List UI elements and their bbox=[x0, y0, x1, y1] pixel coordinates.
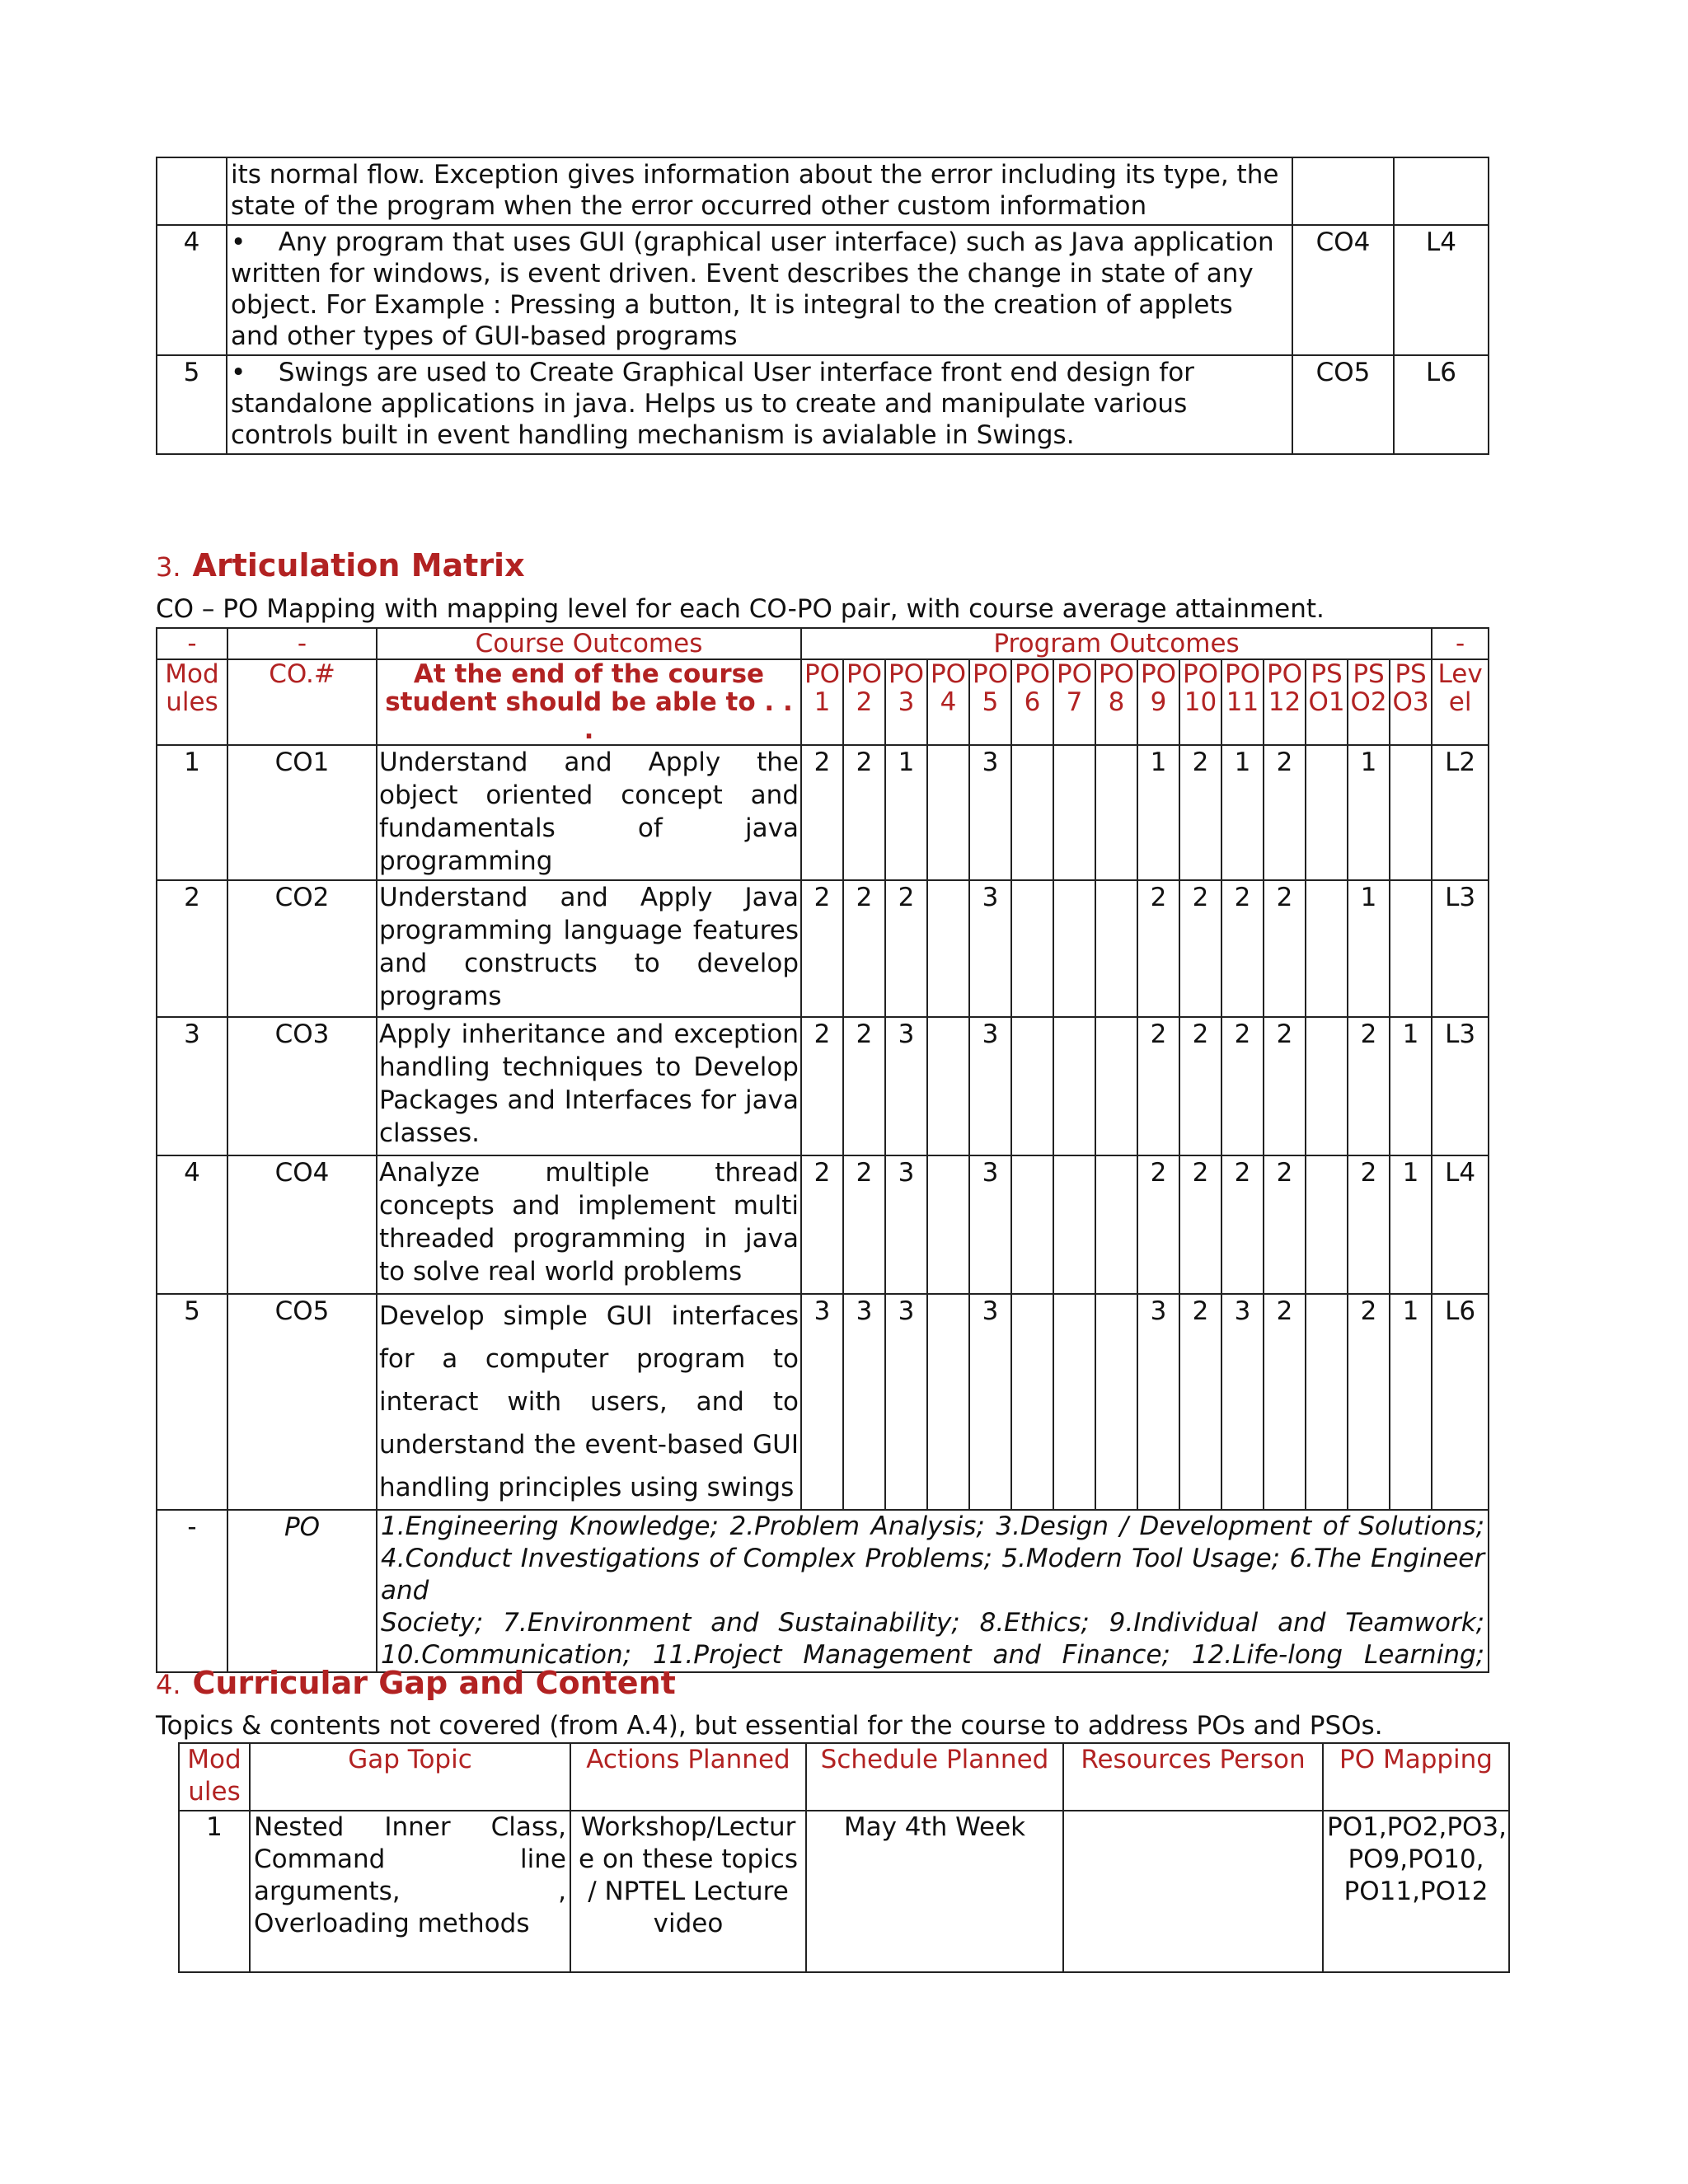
resources-person bbox=[1063, 1811, 1323, 1972]
bullet-icon: • bbox=[231, 227, 279, 257]
topic-cell bbox=[227, 225, 1292, 355]
po-value: 3 bbox=[843, 1294, 885, 1510]
po-value: 2 bbox=[1221, 1017, 1264, 1155]
po-value: 3 bbox=[801, 1294, 843, 1510]
table-row bbox=[179, 1811, 1509, 1972]
po-value: 2 bbox=[843, 880, 885, 1017]
section-3-intro: CO – PO Mapping with mapping level for each CO-PO pair, with course average attainment. bbox=[156, 594, 1325, 624]
pso-header: PS O2 bbox=[1348, 659, 1390, 745]
po-value bbox=[1095, 1294, 1137, 1510]
po-value: 2 bbox=[1264, 1294, 1306, 1510]
co-number-header: CO.# bbox=[227, 659, 377, 745]
po-value bbox=[1095, 1155, 1137, 1294]
po-value: 2 bbox=[1137, 880, 1179, 1017]
po-value bbox=[1011, 745, 1053, 880]
pso-header: PS O1 bbox=[1306, 659, 1348, 745]
module-number bbox=[157, 157, 227, 225]
po-value bbox=[1306, 1017, 1348, 1155]
po-value: 2 bbox=[885, 880, 927, 1017]
po-legend-text bbox=[377, 1510, 1489, 1672]
pso-header: PS O3 bbox=[1390, 659, 1432, 745]
po-value: 2 bbox=[1137, 1155, 1179, 1294]
table-row bbox=[157, 157, 1489, 225]
po-value bbox=[1390, 880, 1432, 1017]
co-code: CO5 bbox=[227, 1294, 377, 1510]
topic-text: its normal flow. Exception gives information about the error including its type, the state of the program when the error occurred other custom information bbox=[227, 157, 1292, 225]
po-value bbox=[1011, 1155, 1053, 1294]
po-value bbox=[1306, 1294, 1348, 1510]
co-placeholder: - bbox=[227, 628, 377, 659]
module-number: 5 bbox=[157, 1294, 227, 1510]
actions-planned: Workshop/Lectur e on these topics / NPTEL Lecture video bbox=[570, 1811, 806, 1972]
header-row bbox=[179, 1743, 1509, 1811]
po-value: 2 bbox=[843, 1155, 885, 1294]
po-value: 1 bbox=[885, 745, 927, 880]
co-code: CO5 bbox=[1292, 355, 1394, 454]
level-code: L4 bbox=[1432, 1155, 1489, 1294]
level-code: L3 bbox=[1432, 1017, 1489, 1155]
modules-placeholder: - bbox=[157, 628, 227, 659]
po-value: 3 bbox=[969, 1017, 1011, 1155]
po-value bbox=[1390, 745, 1432, 880]
legend-line: 10.Communication; 11.Project Management and Finance; 12.Life-long Learning; bbox=[381, 1640, 1485, 1670]
co-code: CO3 bbox=[227, 1017, 377, 1155]
po-header: PO 9 bbox=[1137, 659, 1179, 745]
po-header: PO 2 bbox=[843, 659, 885, 745]
po-value: 1 bbox=[1137, 745, 1179, 880]
topic-text: Swings are used to Create Graphical User interface front end design for standalone applications in java. Helps us to create and manipulate various controls built in event handling mechanism is avialable in Swings. bbox=[231, 358, 1194, 450]
po-value bbox=[1011, 1017, 1053, 1155]
topic-cell bbox=[227, 355, 1292, 454]
level-code: L4 bbox=[1394, 225, 1489, 355]
co-code: CO4 bbox=[1292, 225, 1394, 355]
course-outcomes-header: Course Outcomes bbox=[377, 628, 801, 659]
level-placeholder: - bbox=[1432, 628, 1489, 659]
legend-co-label: PO bbox=[227, 1510, 377, 1672]
level-code: L6 bbox=[1432, 1294, 1489, 1510]
level-code bbox=[1394, 157, 1489, 225]
po-value bbox=[927, 1017, 969, 1155]
po-value bbox=[1095, 880, 1137, 1017]
po-value bbox=[1053, 1017, 1095, 1155]
po-value: 2 bbox=[843, 1017, 885, 1155]
module-number: 4 bbox=[157, 1155, 227, 1294]
po-value: 1 bbox=[1348, 745, 1390, 880]
po-value bbox=[1053, 1155, 1095, 1294]
module-number: 5 bbox=[157, 355, 227, 454]
po-value: 2 bbox=[801, 745, 843, 880]
modules-header: Mod ules bbox=[179, 1743, 250, 1811]
co-row bbox=[157, 1017, 1489, 1155]
po-header: PO 10 bbox=[1179, 659, 1221, 745]
resources-person-header: Resources Person bbox=[1063, 1743, 1323, 1811]
co-row bbox=[157, 1155, 1489, 1294]
schedule-planned-header: Schedule Planned bbox=[806, 1743, 1063, 1811]
level-code: L6 bbox=[1394, 355, 1489, 454]
po-value: 2 bbox=[1221, 880, 1264, 1017]
program-outcomes-header: Program Outcomes bbox=[801, 628, 1432, 659]
module-number: 2 bbox=[157, 880, 227, 1017]
module-number: 1 bbox=[157, 745, 227, 880]
po-value: 2 bbox=[1179, 880, 1221, 1017]
po-value: 2 bbox=[801, 1155, 843, 1294]
po-value bbox=[1306, 1155, 1348, 1294]
section-4-heading bbox=[156, 1665, 676, 1701]
po-header: PO 3 bbox=[885, 659, 927, 745]
po-value: 2 bbox=[801, 880, 843, 1017]
po-value: 2 bbox=[1348, 1017, 1390, 1155]
po-value: 2 bbox=[1264, 1155, 1306, 1294]
po-value: 2 bbox=[1179, 1294, 1221, 1510]
po-value: 3 bbox=[969, 880, 1011, 1017]
table-row bbox=[157, 355, 1489, 454]
co-description: Understand and Apply Java programming language features and constructs to develop programs bbox=[377, 880, 801, 1017]
modules-header: Mod ules bbox=[157, 659, 227, 745]
po-value: 3 bbox=[1137, 1294, 1179, 1510]
po-value: 1 bbox=[1390, 1155, 1432, 1294]
po-header: PO 7 bbox=[1053, 659, 1095, 745]
po-value bbox=[927, 880, 969, 1017]
gap-topic-header: Gap Topic bbox=[250, 1743, 570, 1811]
po-value bbox=[1306, 745, 1348, 880]
po-mapping: PO1,PO2,PO3, PO9,PO10, PO11,PO12 bbox=[1323, 1811, 1509, 1972]
po-value: 3 bbox=[969, 1294, 1011, 1510]
curricular-gap-table bbox=[178, 1742, 1510, 1973]
po-value bbox=[927, 1294, 969, 1510]
legend-module: - bbox=[157, 1510, 227, 1672]
legend-line: 1.Engineering Knowledge; 2.Problem Analysis; 3.Design / Development of Solutions; bbox=[381, 1511, 1485, 1541]
po-value: 1 bbox=[1390, 1017, 1432, 1155]
module-number: 3 bbox=[157, 1017, 227, 1155]
level-code: L3 bbox=[1432, 880, 1489, 1017]
po-header: PO 5 bbox=[969, 659, 1011, 745]
co-row bbox=[157, 1294, 1489, 1510]
po-value: 3 bbox=[1221, 1294, 1264, 1510]
section-3-heading bbox=[156, 547, 525, 583]
po-value: 1 bbox=[1390, 1294, 1432, 1510]
co-code bbox=[1292, 157, 1394, 225]
gap-topic: Nested Inner Class, Command line arguments, , Overloading methods bbox=[250, 1811, 570, 1972]
po-value: 3 bbox=[885, 1017, 927, 1155]
co-code: CO2 bbox=[227, 880, 377, 1017]
po-header: PO 11 bbox=[1221, 659, 1264, 745]
bullet-icon: • bbox=[231, 358, 279, 387]
section-title: Curricular Gap and Content bbox=[192, 1665, 676, 1701]
po-value bbox=[1095, 745, 1137, 880]
po-value bbox=[927, 1155, 969, 1294]
level-code: L2 bbox=[1432, 745, 1489, 880]
articulation-matrix bbox=[156, 627, 1489, 1673]
po-value bbox=[1011, 880, 1053, 1017]
po-value: 2 bbox=[843, 745, 885, 880]
po-value: 1 bbox=[1348, 880, 1390, 1017]
section-number: 4. bbox=[156, 1669, 181, 1700]
co-description: Understand and Apply the object oriented concept and fundamentals of java programming bbox=[377, 745, 801, 880]
section-title: Articulation Matrix bbox=[192, 547, 525, 583]
table-row bbox=[157, 225, 1489, 355]
co-description: Analyze multiple thread concepts and implement multi threaded programming in java to solve real world problems bbox=[377, 1155, 801, 1294]
po-value: 3 bbox=[885, 1294, 927, 1510]
po-header: PO 1 bbox=[801, 659, 843, 745]
po-value bbox=[1053, 745, 1095, 880]
po-value bbox=[1095, 1017, 1137, 1155]
co-description: Apply inheritance and exception handling techniques to Develop Packages and Interfaces for java classes. bbox=[377, 1017, 801, 1155]
po-value bbox=[1053, 1294, 1095, 1510]
po-value: 2 bbox=[1264, 745, 1306, 880]
co-code: CO4 bbox=[227, 1155, 377, 1294]
schedule-planned: May 4th Week bbox=[806, 1811, 1063, 1972]
po-value: 2 bbox=[1137, 1017, 1179, 1155]
po-value bbox=[1053, 880, 1095, 1017]
po-value: 2 bbox=[1348, 1155, 1390, 1294]
legend-line: 4.Conduct Investigations of Complex Problems; 5.Modern Tool Usage; 6.The Engineer and bbox=[381, 1544, 1485, 1605]
course-outcomes-subheader: At the end of the course student should be able to . . . bbox=[377, 659, 801, 745]
po-value: 2 bbox=[1179, 1017, 1221, 1155]
actions-planned-header: Actions Planned bbox=[570, 1743, 806, 1811]
po-value: 2 bbox=[1348, 1294, 1390, 1510]
module-topics-table bbox=[156, 157, 1489, 455]
co-description: Develop simple GUI interfaces for a computer program to interact with users, and to understand the event-based GUI handling principles using swings bbox=[377, 1294, 801, 1510]
po-value bbox=[1306, 880, 1348, 1017]
po-value: 2 bbox=[1264, 880, 1306, 1017]
topic-text: Any program that uses GUI (graphical user interface) such as Java application written for windows, is event driven. Event describes the change in state of any object. For Example : Pressing a button, It is integral to the creation of applets and other types of GUI-based programs bbox=[231, 227, 1274, 351]
po-legend-row bbox=[157, 1510, 1489, 1672]
module-number: 1 bbox=[179, 1811, 250, 1972]
co-row bbox=[157, 745, 1489, 880]
po-value: 2 bbox=[1264, 1017, 1306, 1155]
po-value: 3 bbox=[969, 745, 1011, 880]
po-value: 2 bbox=[1179, 745, 1221, 880]
section-number: 3. bbox=[156, 551, 181, 583]
section-4-intro: Topics & contents not covered (from A.4), but essential for the course to address POs and PSOs. bbox=[156, 1711, 1383, 1741]
legend-line: Society; 7.Environment and Sustainability; 8.Ethics; 9.Individual and Teamwork; bbox=[381, 1608, 1485, 1638]
co-row bbox=[157, 880, 1489, 1017]
po-value bbox=[1011, 1294, 1053, 1510]
po-value: 3 bbox=[969, 1155, 1011, 1294]
po-value bbox=[927, 745, 969, 880]
po-value: 2 bbox=[801, 1017, 843, 1155]
header-row-top bbox=[157, 628, 1489, 659]
po-value: 2 bbox=[1221, 1155, 1264, 1294]
po-value: 2 bbox=[1179, 1155, 1221, 1294]
level-header: Lev el bbox=[1432, 659, 1489, 745]
po-header: PO 4 bbox=[927, 659, 969, 745]
module-number: 4 bbox=[157, 225, 227, 355]
po-value: 3 bbox=[885, 1155, 927, 1294]
co-code: CO1 bbox=[227, 745, 377, 880]
po-header: PO 8 bbox=[1095, 659, 1137, 745]
po-value: 1 bbox=[1221, 745, 1264, 880]
po-header: PO 6 bbox=[1011, 659, 1053, 745]
po-header: PO 12 bbox=[1264, 659, 1306, 745]
po-mapping-header: PO Mapping bbox=[1323, 1743, 1509, 1811]
header-row-sub bbox=[157, 659, 1489, 745]
